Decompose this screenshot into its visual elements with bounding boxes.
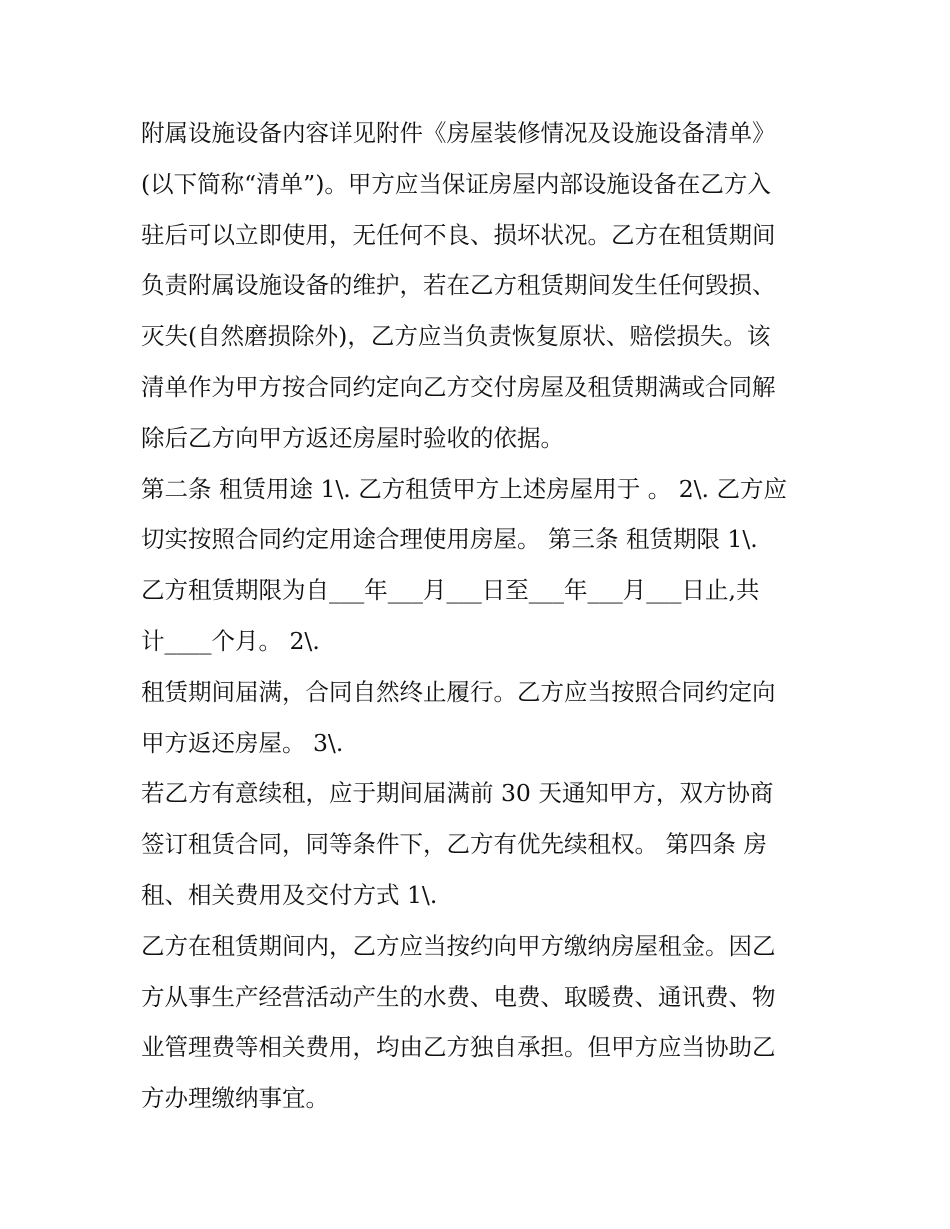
- text-line: (以下简称“清单”)。甲方应当保证房屋内部设施设备在乙方入: [141, 169, 771, 198]
- text-line: 负责附属设施设备的维护，若在乙方租赁期间发生任何毁损、: [141, 271, 776, 300]
- text-line: 乙方在租赁期间内，乙方应当按约向甲方缴纳房屋租金。因乙: [141, 931, 776, 960]
- text-line: 第二条 租赁用途 1\. 乙方租赁甲方上述房屋用于 。 2\. 乙方应: [141, 474, 787, 503]
- text-line: 清单作为甲方按合同约定向乙方交付房屋及租赁期满或合同解: [141, 372, 776, 401]
- text-line: 方办理缴纳事宜。: [141, 1084, 329, 1113]
- text-line: 方从事生产经营活动产生的水费、电费、取暖费、通讯费、物: [141, 982, 776, 1011]
- text-line: 租赁期间届满，合同自然终止履行。乙方应当按照合同约定向: [141, 677, 776, 706]
- text-line: 附属设施设备内容详见附件《房屋装修情况及设施设备清单》: [141, 119, 776, 147]
- document-body: [141, 108, 821, 1124]
- text-line: 切实按照合同约定用途合理使用房屋。 第三条 租赁期限 1\.: [141, 525, 758, 554]
- text-line: 租、相关费用及交付方式 1\.: [141, 880, 438, 909]
- text-line: 除后乙方向甲方返还房屋时验收的依据。: [141, 423, 564, 452]
- text-line: 计____个月。 2\.: [141, 626, 320, 655]
- text-line: 若乙方有意续租，应于期间届满前 30 天通知甲方，双方协商: [141, 779, 774, 808]
- text-line: 乙方租赁期限为自___年___月___日至___年___月___日止,共: [141, 576, 760, 605]
- text-line: 甲方返还房屋。 3\.: [141, 728, 344, 757]
- text-line: 签订租赁合同，同等条件下，乙方有优先续租权。 第四条 房: [141, 830, 767, 859]
- text-line: 灭失(自然磨损除外)，乙方应当负责恢复原状、赔偿损失。该: [141, 322, 771, 351]
- text-line: 业管理费等相关费用，均由乙方独自承担。但甲方应当协助乙: [141, 1033, 776, 1062]
- text-line: 驻后可以立即使用，无任何不良、损坏状况。乙方在租赁期间: [141, 220, 776, 249]
